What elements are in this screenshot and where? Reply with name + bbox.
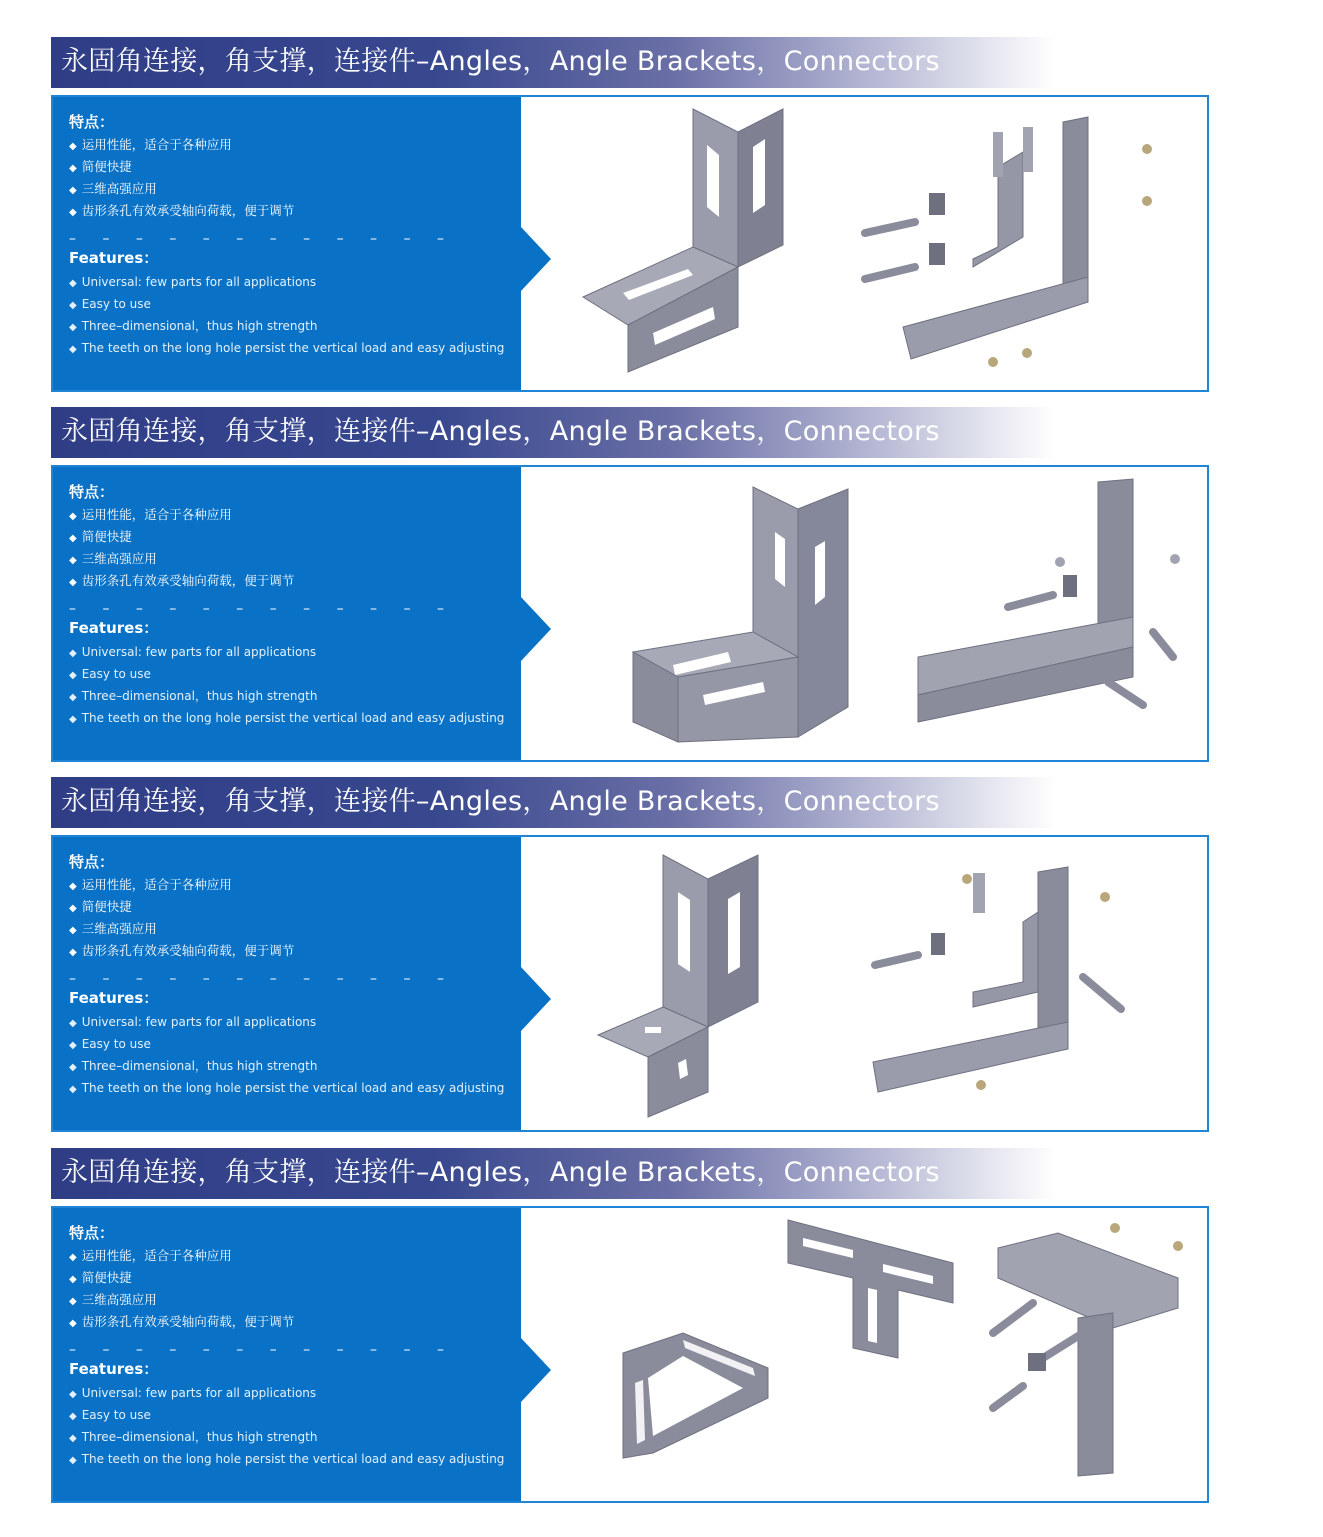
en-features-heading: Features： xyxy=(69,619,159,637)
en-features-list xyxy=(69,1012,504,1100)
list-item: ◆ The teeth on the long hole persist the vertical load and easy adjusting xyxy=(69,341,505,355)
diamond-bullet-icon: ◆ xyxy=(69,648,77,659)
product-panel xyxy=(51,465,1209,762)
diamond-bullet-icon: ◆ xyxy=(69,278,77,289)
diamond-bullet-icon: ◆ xyxy=(69,1062,77,1073)
product-section-1 xyxy=(51,37,1207,392)
diamond-bullet-icon: ◆ xyxy=(69,1296,77,1307)
product-images xyxy=(553,467,1207,760)
diamond-bullet-icon: ◆ xyxy=(69,163,77,174)
list-item: ◆ Universal: few parts for all applications xyxy=(69,645,317,659)
list-item: ◆ 运用性能，适合于各种应用 xyxy=(69,877,232,892)
product-panel xyxy=(51,95,1209,392)
en-features-heading: Features： xyxy=(69,1360,159,1378)
diamond-bullet-icon: ◆ xyxy=(69,903,77,914)
product-section-2 xyxy=(51,407,1207,762)
cn-features-list xyxy=(69,135,294,223)
pointer-arrow xyxy=(521,227,551,291)
diamond-bullet-icon: ◆ xyxy=(69,1040,77,1051)
en-features-list xyxy=(69,642,504,730)
list-item: ◆ 运用性能，适合于各种应用 xyxy=(69,1248,232,1263)
diamond-bullet-icon: ◆ xyxy=(69,1084,77,1095)
list-item: ◆ 简便快捷 xyxy=(69,899,132,914)
product-panel xyxy=(51,1206,1209,1503)
en-features-heading: Features： xyxy=(69,249,159,267)
section-title-bar xyxy=(51,1148,1056,1199)
list-item: ◆ Easy to use xyxy=(69,1408,151,1422)
diamond-bullet-icon: ◆ xyxy=(69,344,77,355)
section-title-bar xyxy=(51,777,1056,828)
list-item: ◆ 三维高强应用 xyxy=(69,1292,157,1307)
cn-features-heading: 特点： xyxy=(69,853,115,871)
features-box xyxy=(53,1208,521,1501)
pointer-arrow xyxy=(521,1338,551,1402)
diamond-bullet-icon: ◆ xyxy=(69,1252,77,1263)
corner-bracket-image xyxy=(633,487,848,742)
dashed-divider: – – – – – – – – – – – – xyxy=(69,231,455,247)
cn-features-heading: 特点： xyxy=(69,1224,115,1242)
cn-features-heading: 特点： xyxy=(69,113,115,131)
diamond-bullet-icon: ◆ xyxy=(69,1455,77,1466)
diamond-bullet-icon: ◆ xyxy=(69,300,77,311)
diamond-bullet-icon: ◆ xyxy=(69,577,77,588)
list-item: ◆ Universal: few parts for all applications xyxy=(69,1015,317,1029)
product-panel xyxy=(51,835,1209,1132)
channel-assembly-image xyxy=(918,479,1180,722)
dashed-divider: – – – – – – – – – – – – xyxy=(69,601,455,617)
cn-features-list xyxy=(69,505,294,593)
list-item: ◆ 齿形条孔有效承受轴向荷载，便于调节 xyxy=(69,573,295,588)
channel-assembly-image xyxy=(873,867,1121,1092)
section-title: 永固角连接，角支撑，连接件–Angles，Angle Brackets，Connectors xyxy=(61,416,940,447)
list-item: ◆ Three–dimensional，thus high strength xyxy=(69,1430,318,1444)
section-title: 永固角连接，角支撑，连接件–Angles，Angle Brackets，Connectors xyxy=(61,786,940,817)
diamond-bullet-icon: ◆ xyxy=(69,670,77,681)
list-item: ◆ 三维高强应用 xyxy=(69,181,157,196)
list-item: ◆ Three–dimensional，thus high strength xyxy=(69,1059,318,1073)
list-item: ◆ 三维高强应用 xyxy=(69,551,157,566)
diamond-bullet-icon: ◆ xyxy=(69,1318,77,1329)
features-box xyxy=(53,467,521,760)
list-item: ◆ 齿形条孔有效承受轴向荷载，便于调节 xyxy=(69,1314,295,1329)
diamond-bullet-icon: ◆ xyxy=(69,185,77,196)
diamond-bullet-icon: ◆ xyxy=(69,322,77,333)
diamond-bullet-icon: ◆ xyxy=(69,511,77,522)
list-item: ◆ 简便快捷 xyxy=(69,529,132,544)
product-section-3 xyxy=(51,777,1207,1132)
cn-features-list xyxy=(69,875,294,963)
list-item: ◆ 齿形条孔有效承受轴向荷载，便于调节 xyxy=(69,203,295,218)
diamond-bullet-icon: ◆ xyxy=(69,533,77,544)
cn-features-heading: 特点： xyxy=(69,483,115,501)
list-item: ◆ Easy to use xyxy=(69,297,151,311)
list-item: ◆ 齿形条孔有效承受轴向荷载，便于调节 xyxy=(69,943,295,958)
diamond-bullet-icon: ◆ xyxy=(69,207,77,218)
diamond-bullet-icon: ◆ xyxy=(69,1411,77,1422)
diamond-bullet-icon: ◆ xyxy=(69,947,77,958)
features-box xyxy=(53,837,521,1130)
pointer-arrow xyxy=(521,597,551,661)
en-features-list xyxy=(69,1383,504,1471)
list-item: ◆ 三维高强应用 xyxy=(69,921,157,936)
list-item: ◆ Universal: few parts for all applications xyxy=(69,275,317,289)
en-features-heading: Features： xyxy=(69,989,159,1007)
diamond-bullet-icon: ◆ xyxy=(69,1018,77,1029)
diamond-bullet-icon: ◆ xyxy=(69,692,77,703)
diamond-bullet-icon: ◆ xyxy=(69,555,77,566)
section-title-bar xyxy=(51,407,1056,458)
list-item: ◆ Easy to use xyxy=(69,1037,151,1051)
triangle-bracket-image xyxy=(623,1333,768,1458)
diamond-bullet-icon: ◆ xyxy=(69,1433,77,1444)
product-images xyxy=(553,97,1207,390)
pointer-arrow xyxy=(521,967,551,1031)
diamond-bullet-icon: ◆ xyxy=(69,1274,77,1285)
features-box xyxy=(53,97,521,390)
list-item: ◆ The teeth on the long hole persist the vertical load and easy adjusting xyxy=(69,1081,505,1095)
list-item: ◆ Three–dimensional，thus high strength xyxy=(69,319,318,333)
angle-bracket-image xyxy=(598,855,758,1117)
list-item: ◆ 简便快捷 xyxy=(69,159,132,174)
channel-assembly-image xyxy=(865,117,1152,367)
product-images xyxy=(553,837,1207,1130)
product-section-4 xyxy=(51,1148,1207,1503)
en-features-list xyxy=(69,272,504,360)
cn-features-list xyxy=(69,1246,294,1334)
section-title: 永固角连接，角支撑，连接件–Angles，Angle Brackets，Connectors xyxy=(61,1157,940,1188)
list-item: ◆ Universal: few parts for all applications xyxy=(69,1386,317,1400)
angle-bracket-image xyxy=(583,109,783,372)
diamond-bullet-icon: ◆ xyxy=(69,881,77,892)
section-title: 永固角连接，角支撑，连接件–Angles，Angle Brackets，Connectors xyxy=(61,46,940,77)
list-item: ◆ The teeth on the long hole persist the vertical load and easy adjusting xyxy=(69,1452,505,1466)
list-item: ◆ 运用性能，适合于各种应用 xyxy=(69,507,232,522)
product-images xyxy=(553,1208,1207,1501)
diamond-bullet-icon: ◆ xyxy=(69,141,77,152)
list-item: ◆ Easy to use xyxy=(69,667,151,681)
list-item: ◆ The teeth on the long hole persist the vertical load and easy adjusting xyxy=(69,711,505,725)
list-item: ◆ 运用性能，适合于各种应用 xyxy=(69,137,232,152)
diamond-bullet-icon: ◆ xyxy=(69,925,77,936)
section-title-bar xyxy=(51,37,1056,88)
t-plate-image xyxy=(788,1220,953,1358)
dashed-divider: – – – – – – – – – – – – xyxy=(69,1342,455,1358)
diamond-bullet-icon: ◆ xyxy=(69,714,77,725)
t-channel-assembly-image xyxy=(993,1223,1183,1476)
dashed-divider: – – – – – – – – – – – – xyxy=(69,971,455,987)
list-item: ◆ Three–dimensional，thus high strength xyxy=(69,689,318,703)
diamond-bullet-icon: ◆ xyxy=(69,1389,77,1400)
list-item: ◆ 简便快捷 xyxy=(69,1270,132,1285)
